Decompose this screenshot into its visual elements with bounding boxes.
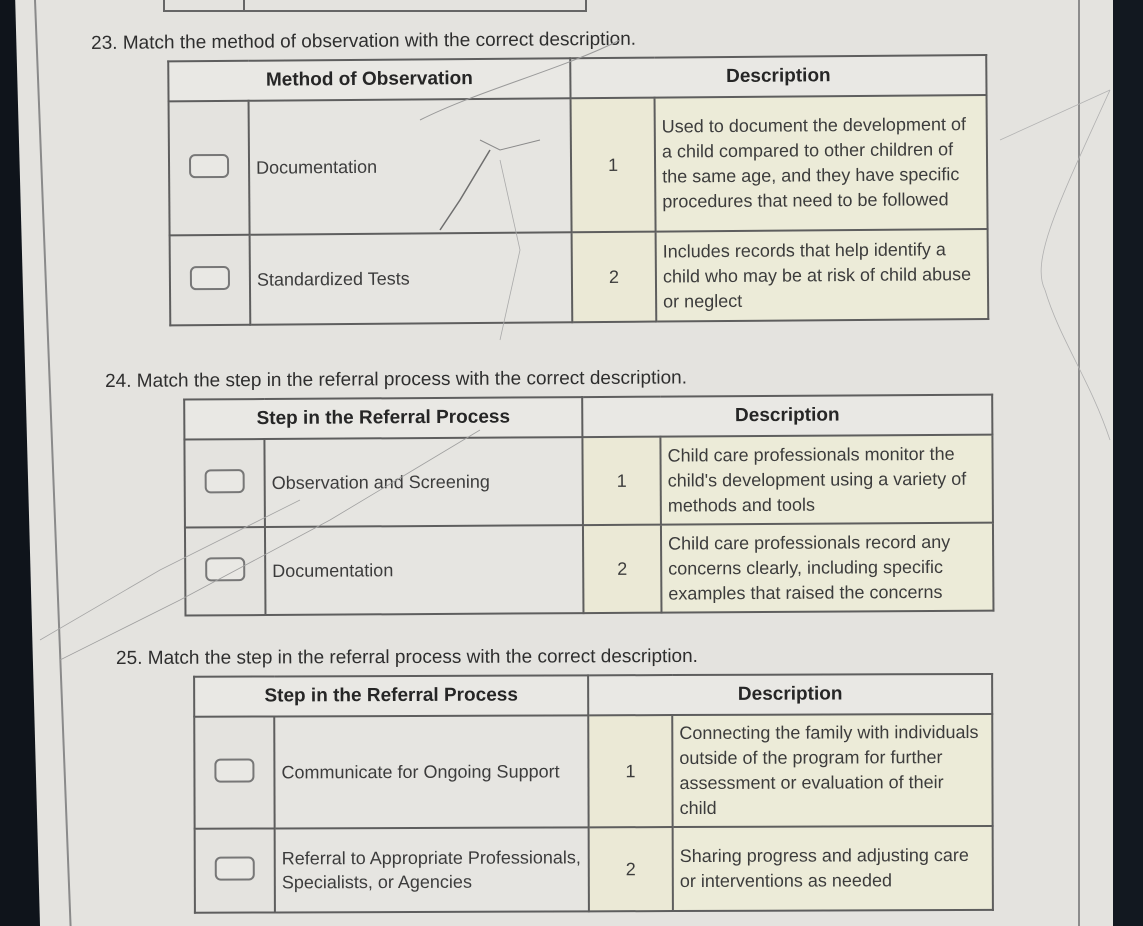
answer-checkbox[interactable]	[205, 469, 245, 493]
method-label: Documentation	[249, 98, 572, 235]
answer-checkbox[interactable]	[205, 557, 245, 581]
step-label: Observation and Screening	[264, 437, 583, 527]
question-text: Match the method of observation with the correct description.	[122, 28, 637, 54]
question-25	[116, 645, 994, 914]
description-text: Child care professionals record any concerns clearly, including specific examples that raised the concerns	[661, 523, 994, 613]
table-row	[170, 229, 989, 325]
answer-checkbox[interactable]	[215, 856, 255, 880]
question-text: Match the step in the referral process with the correct description.	[147, 645, 698, 669]
description-text: Connecting the family with individuals outside of the program for further assessment or evaluation of their child	[672, 714, 992, 827]
table-row	[195, 826, 993, 913]
step-label: Communicate for Ongoing Support	[274, 715, 588, 828]
question-number: 23.	[91, 32, 118, 54]
step-label: Documentation	[265, 525, 584, 615]
question-prompt	[105, 366, 993, 393]
description-number: 2	[572, 232, 657, 323]
description-number: 1	[588, 715, 672, 827]
question-number: 24.	[105, 370, 132, 392]
description-text: Includes records that help identify a child who may be at risk of child abuse or neglect	[656, 229, 989, 322]
description-number: 1	[571, 98, 656, 233]
question-24	[105, 366, 994, 617]
page-margin-line-right	[1078, 0, 1080, 926]
question-prompt	[116, 645, 993, 670]
table-row	[169, 95, 988, 235]
description-number: 1	[582, 437, 661, 525]
question-text: Match the step in the referral process with the correct description.	[136, 367, 688, 392]
description-number: 2	[589, 827, 673, 911]
table-row	[194, 714, 992, 829]
matching-table	[183, 394, 994, 617]
answer-checkbox[interactable]	[214, 758, 254, 782]
left-column-header: Step in the Referral Process	[184, 397, 582, 439]
description-text: Sharing progress and adjusting care or interventions as needed	[673, 826, 993, 911]
previous-table-fragment	[163, 0, 587, 12]
table-row	[184, 435, 993, 528]
description-number: 2	[583, 525, 662, 613]
matching-table	[167, 54, 989, 326]
description-column-header: Description	[588, 674, 992, 715]
left-column-header: Method of Observation	[168, 58, 570, 101]
left-column-header: Step in the Referral Process	[194, 675, 588, 716]
question-23	[91, 26, 989, 327]
answer-checkbox[interactable]	[190, 265, 230, 289]
description-text: Child care professionals monitor the child's development using a variety of methods and tools	[660, 435, 993, 525]
description-text: Used to document the development of a child compared to other children of the same age, and they have specific procedures that need to be followed	[655, 95, 988, 232]
description-column-header: Description	[582, 395, 992, 438]
question-prompt	[91, 26, 987, 55]
matching-table	[193, 673, 994, 914]
answer-checkbox[interactable]	[189, 153, 229, 177]
page-margin-line-left	[34, 0, 72, 926]
description-column-header: Description	[570, 55, 986, 98]
step-label: Referral to Appropriate Professionals, Specialists, or Agencies	[275, 827, 589, 912]
device-bezel-right	[1113, 0, 1143, 926]
method-label: Standardized Tests	[250, 232, 573, 325]
table-row	[185, 523, 994, 616]
question-number: 25.	[116, 647, 143, 669]
